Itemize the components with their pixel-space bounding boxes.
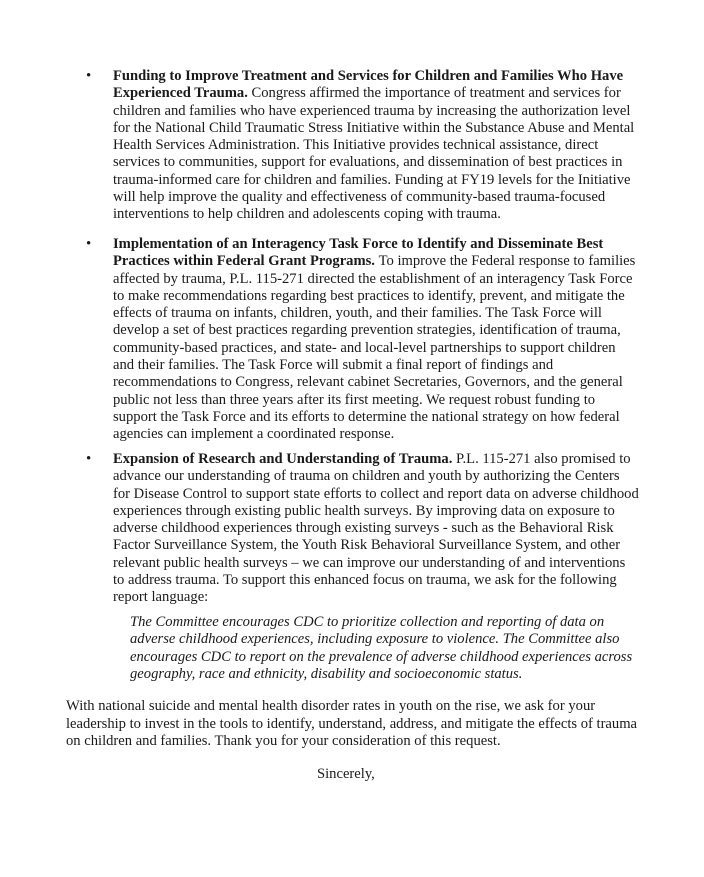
bullet-body: Congress affirmed the importance of treatment and services for children and families who have experienced trauma by increasing the authorization level for the National Child Traumatic Stress Initiative within the Substance Abuse and Mental Health Services Administration. This Initiative provides technical assistance, direct services to communities, support for evaluations, and dissemination of best practices in trauma-informed care for children and families. Funding at FY19 levels for the Initiative will help improve the quality and effectiveness of community-based trauma-focused interventions to help children and adolescents coping with trauma.: [113, 85, 635, 223]
signoff: Sincerely,: [317, 766, 375, 782]
closing-paragraph: With national suicide and mental health disorder rates in youth on the rise, we ask for your leadership to invest in the tools to identify, understand, address, and mitigate the effects of trauma on children and families. Thank you for your consideration of this request.: [66, 698, 638, 750]
bullet-marker: •: [86, 451, 92, 467]
bullet-title: Implementation of an Interagency Task Force to Identify and Disseminate Best Practices within Federal Grant Programs.: [113, 236, 604, 270]
bullet-marker: •: [86, 236, 92, 252]
bullet-paragraph: [113, 236, 639, 444]
bullet-paragraph: [113, 68, 639, 224]
report-language-quote: The Committee encourages CDC to prioritize collection and reporting of data on adverse childhood experiences, including exposure to violence. The Committee also encourages CDC to report on the prevalence of adverse childhood experiences across geography, race and ethnicity, disability and socioeconomic status.: [130, 614, 633, 682]
bullet-body: To improve the Federal response to families affected by trauma, P.L. 115-271 directed the establishment of an interagency Task Force to make recommendations regarding best practices to identify, prevent, and mitigate the effects of trauma on infants, children, youth, and their families. The Task Force will develop a set of best practices regarding prevention strategies, identification of trauma, community-based practices, and state- and local-level partnerships to support children and their families. The Task Force will submit a final report of findings and recommendations to Congress, relevant cabinet Secretaries, Governors, and the general public not less than three years after its first meeting. We request robust funding to support the Task Force and its efforts to determine the national strategy on how federal agencies can implement a coordinated response.: [113, 253, 636, 443]
bullet-title: Expansion of Research and Understanding of Trauma.: [113, 451, 457, 467]
bullet-paragraph: [113, 451, 639, 607]
bullet-marker: •: [86, 68, 92, 84]
bullet-body: P.L. 115-271 also promised to advance our understanding of trauma on children and youth by authorizing the Centers for Disease Control to support state efforts to collect and report data on adverse childhood experiences through existing public health surveys. By improving data on exposure to adverse childhood experiences through existing surveys - such as the Behavioral Risk Factor Surveillance System, the Youth Risk Behavioral Surveillance System, and other relevant public health surveys – we can improve our understanding of and interventions to address trauma. To support this enhanced focus on trauma, we ask for the following report language:: [113, 451, 639, 606]
bullet-title: Funding to Improve Treatment and Services for Children and Families Who Have Experienced Trauma.: [113, 68, 624, 102]
